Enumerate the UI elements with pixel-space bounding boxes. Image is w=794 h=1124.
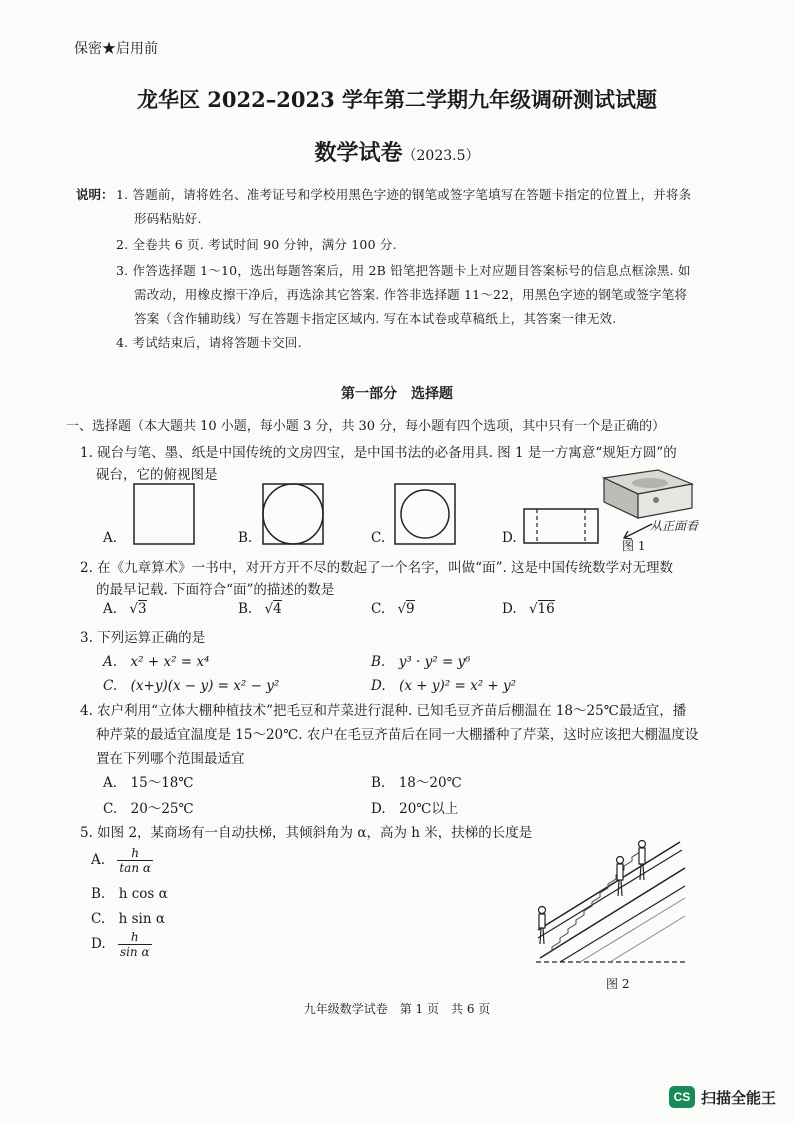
radicand: 9 bbox=[406, 601, 415, 617]
subject-title: 数学试卷 bbox=[314, 140, 403, 166]
option-letter: D. bbox=[502, 601, 517, 617]
page-footer: 九年级数学试卷 第 1 页 共 6 页 bbox=[303, 1002, 491, 1016]
q4-stem: 4. 农户利用“立体大棚种植技术”把毛豆和芹菜进行混种. 已知毛豆齐苗后棚温在 18～25℃最适宜，播 bbox=[80, 703, 687, 719]
figure-1-label: 图 1 bbox=[622, 539, 646, 553]
q2-stem: 的最早记载. 下面符合“面”的描述的数是 bbox=[96, 582, 335, 598]
scanner-app-name: 扫描全能王 bbox=[700, 1089, 776, 1107]
denominator: tan α bbox=[119, 861, 151, 875]
q2-option-d bbox=[502, 601, 555, 617]
q5-option-d bbox=[91, 930, 152, 959]
part-intro: 一、选择题（本大题共 10 小题，每小题 3 分，共 30 分，每小题有四个选项，其中只有一个是正确的） bbox=[66, 419, 666, 434]
q2-stem: 2. 在《九章算术》一书中，对开方开不尽的数起了一个名字，叫做“面”. 这是中国传统数学对无理数 bbox=[80, 560, 674, 576]
sqrt-icon: √ bbox=[264, 601, 274, 617]
q4-stem: 置在下列哪个范围最适宜 bbox=[96, 751, 245, 767]
q1-option-a-label: A. bbox=[103, 530, 118, 546]
q4-option-a: A. 15～18℃ bbox=[103, 775, 194, 791]
q1-stem: 1. 砚台与笔、墨、纸是中国传统的文房四宝，是中国书法的必备用具. 图 1 是一方寓意“规矩方圆”的 bbox=[80, 445, 677, 461]
q3-option-b: B. y³ · y² = y⁶ bbox=[371, 654, 471, 670]
denominator: sin α bbox=[119, 945, 150, 959]
q1-view-note: 从正面看 bbox=[650, 519, 699, 533]
q4-option-d: D. 20℃以上 bbox=[371, 801, 459, 817]
radicand: 16 bbox=[537, 601, 555, 617]
q5-option-b: B. h cos α bbox=[91, 886, 168, 902]
q1-stem: 砚台，它的俯视图是 bbox=[96, 467, 218, 483]
q5-option-a bbox=[91, 846, 153, 875]
instruction-line: 需改动，用橡皮擦干净后，再选涂其它答案. 作答非选择题 11～22，用黑色字迹的钢笔或签字笔将 bbox=[134, 287, 688, 302]
exam-title: 龙华区 2022–2023 学年第二学期九年级调研测试试题 bbox=[136, 87, 657, 112]
q1-option-a-figure bbox=[133, 483, 195, 545]
q4-option-b: B. 18～20℃ bbox=[371, 775, 462, 791]
fraction bbox=[117, 846, 153, 875]
q3-option-d: D. (x + y)² = x² + y² bbox=[371, 678, 517, 694]
option-letter: A. bbox=[103, 601, 118, 617]
radicand: 4 bbox=[273, 601, 282, 617]
scanner-watermark bbox=[669, 1086, 776, 1108]
escalator-figure bbox=[520, 820, 690, 972]
camscanner-logo-icon: CS bbox=[669, 1086, 695, 1108]
confidential-mark: 保密★启用前 bbox=[74, 41, 158, 57]
q4-option-c: C. 20～25℃ bbox=[103, 801, 194, 817]
instructions-label: 说明： bbox=[76, 187, 114, 202]
q1-option-c-label: C. bbox=[371, 530, 386, 546]
sqrt-icon: √ bbox=[397, 601, 407, 617]
q2-option-b bbox=[238, 601, 282, 617]
instruction-line: 形码粘贴好. bbox=[134, 211, 202, 226]
q1-option-b-label: B. bbox=[238, 530, 253, 546]
sqrt-icon: √ bbox=[528, 601, 538, 617]
paper-title bbox=[0, 136, 794, 167]
radicand: 3 bbox=[137, 601, 147, 617]
q1-option-d-figure bbox=[523, 508, 599, 544]
instruction-line: 2. 全卷共 6 页. 考试时间 90 分钟，满分 100 分. bbox=[116, 237, 397, 252]
instruction-line: 4. 考试结束后，请将答题卡交回. bbox=[116, 335, 302, 350]
option-letter: C. bbox=[371, 601, 386, 617]
q1-option-b-figure bbox=[262, 483, 324, 545]
instruction-line: 1. 答题前，请将姓名、准考证号和学校用黑色字迹的钢笔或签字笔填写在答题卡指定的位置上，并将条 bbox=[116, 187, 692, 202]
fraction bbox=[118, 930, 152, 959]
q1-option-c-figure bbox=[394, 483, 456, 545]
person-figure bbox=[539, 907, 546, 945]
instruction-line: 答案（含作辅助线）写在答题卡指定区域内. 写在本试卷或草稿纸上，其答案一律无效. bbox=[134, 311, 617, 326]
q5-option-c: C. h sin α bbox=[91, 911, 165, 927]
instruction-line: 3. 作答选择题 1～10，选出每题答案后，用 2B 铅笔把答题卡上对应题目答案标号的信息点框涂黑. 如 bbox=[116, 263, 691, 278]
figure-2-label: 图 2 bbox=[606, 977, 630, 991]
option-letter: B. bbox=[238, 601, 253, 617]
option-letter: A. bbox=[91, 852, 106, 868]
q3-option-a: A. x² + x² = x⁴ bbox=[103, 654, 210, 670]
option-letter: D. bbox=[91, 936, 106, 952]
q5-stem: 5. 如图 2，某商场有一自动扶梯，其倾斜角为 α，高为 h 米，扶梯的长度是 bbox=[80, 825, 533, 841]
numerator: h bbox=[118, 930, 152, 945]
q3-stem: 3. 下列运算正确的是 bbox=[80, 630, 206, 646]
q2-option-a bbox=[103, 601, 147, 617]
q3-option-c: C. (x+y)(x − y) = x² − y² bbox=[103, 678, 280, 694]
q1-option-d-label: D. bbox=[502, 530, 517, 546]
sqrt-icon: √ bbox=[129, 601, 138, 617]
numerator: h bbox=[117, 846, 153, 861]
q2-option-c bbox=[371, 601, 415, 617]
section-title: 第一部分 选择题 bbox=[341, 386, 453, 402]
exam-date: （2023.5） bbox=[402, 148, 480, 164]
q4-stem: 种芹菜的最适宜温度是 15～20℃. 农户在毛豆齐苗后在同一大棚播种了芹菜，这时应该把大棚温度设 bbox=[96, 727, 699, 743]
